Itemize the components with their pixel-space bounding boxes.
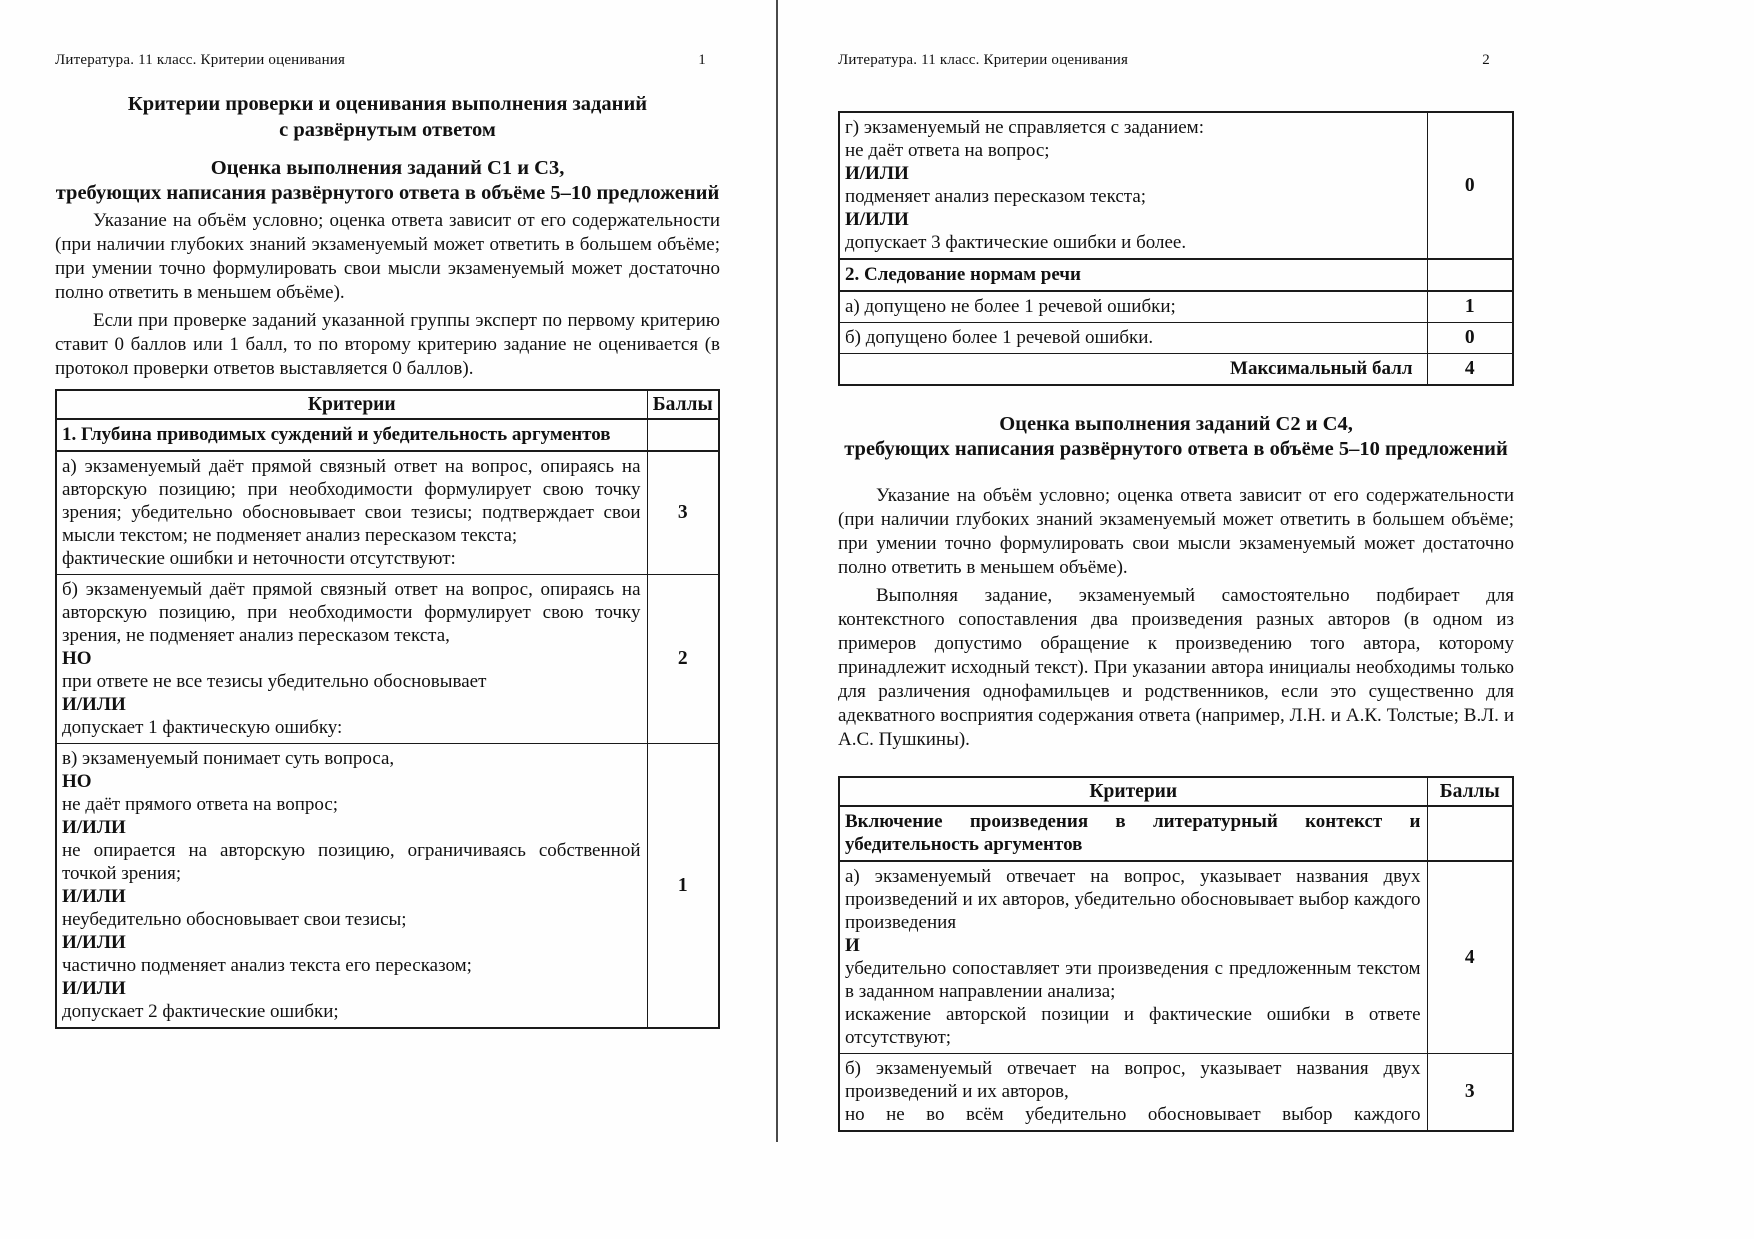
- table-row: [839, 291, 1513, 323]
- criterion-line: в) экзаменуемый понимает суть вопроса,: [62, 748, 395, 769]
- criterion-line: И/ИЛИ: [62, 978, 126, 999]
- score-cell: [1427, 806, 1513, 861]
- score-cell: 2: [647, 575, 719, 744]
- criterion-line: И/ИЛИ: [62, 886, 126, 907]
- paragraph-volume-note: Указание на объём условно; оценка ответа зависит от его содержательности (при наличии глубоких знаний экзаменуемый может ответить в большем объёме; при умении точно формулировать свои мысли экзаменуемый может достаточно полно ответить в меньшем объёме).: [838, 485, 1514, 578]
- criteria-table-2: [838, 776, 1514, 1132]
- criteria-cell: [839, 806, 1427, 861]
- criterion-line: И: [845, 935, 860, 956]
- column-header-criteria: Критерии: [839, 777, 1427, 806]
- main-title-line: Критерии проверки и оценивания выполнения заданий: [127, 93, 648, 115]
- column-header-points: Баллы: [1427, 777, 1513, 806]
- criterion-line: допускает 1 фактическую ошибку:: [62, 717, 343, 738]
- criterion-line: б) экзаменуемый отвечает на вопрос, указывает названия двух произведений и их авторов,: [845, 1058, 1421, 1102]
- score-cell: [647, 419, 719, 451]
- criteria-cell: [839, 861, 1427, 1054]
- criteria-cell: [839, 323, 1427, 354]
- table-header-row: [56, 390, 719, 419]
- column-header-points: Баллы: [647, 390, 719, 419]
- criteria-cell: [56, 451, 647, 575]
- criterion-line: но не во всём убедительно обосновывает выбор каждого: [845, 1104, 1421, 1125]
- table-row: [56, 419, 719, 451]
- criterion-line: Включение произведения в литературный контекст и убедительность аргументов: [845, 811, 1421, 855]
- criterion-line: подменяет анализ пересказом текста;: [845, 186, 1147, 207]
- criteria-cell: [839, 112, 1427, 259]
- criterion-line: неубедительно обосновывает свои тезисы;: [62, 909, 407, 930]
- criterion-line: допускает 2 фактические ошибки;: [62, 1001, 339, 1022]
- criteria-cell: [839, 354, 1427, 386]
- criterion-line: не даёт прямого ответа на вопрос;: [62, 794, 339, 815]
- section-title-line: требующих написания развёрнутого ответа в объёме 5–10 предложений: [55, 182, 720, 204]
- criterion-line: И/ИЛИ: [62, 932, 126, 953]
- criterion-line: г) экзаменуемый не справляется с заданием:: [845, 117, 1204, 138]
- criterion-line: при ответе не все тезисы убедительно обосновывает: [62, 671, 487, 692]
- criterion-line: не даёт ответа на вопрос;: [845, 140, 1050, 161]
- table-row: [56, 451, 719, 575]
- score-cell: 3: [1427, 1054, 1513, 1132]
- criteria-cell: [56, 575, 647, 744]
- score-cell: 3: [647, 451, 719, 575]
- paragraph-context-note: Выполняя задание, экзаменуемый самостоятельно подбирает для контекстного сопоставления два произведения разных авторов (в одном из примеров допустимо обращение к произведению того автора, которому принадлежит исходный текст). При указании автора инициалы необходимы только для различения однофамильцев и родственников, если это существенно для адекватного восприятия содержания ответа (например, Л.Н. и А.К. Толстые; В.Л. и А.С. Пушкины).: [838, 585, 1514, 750]
- page-header: [838, 52, 1514, 69]
- section-title-c1-c3: [55, 156, 720, 206]
- criteria-table: [55, 389, 720, 1029]
- page-number: 2: [1482, 52, 1490, 68]
- table-row: [56, 744, 719, 1029]
- score-cell: 1: [647, 744, 719, 1029]
- page-number: 1: [698, 52, 706, 68]
- criteria-cell: [56, 744, 647, 1029]
- header-title: Литература. 11 класс. Критерии оценивания: [55, 52, 346, 68]
- criterion-line: частично подменяет анализ текста его пересказом;: [62, 955, 472, 976]
- criterion-line: допускает 3 фактические ошибки и более.: [845, 232, 1187, 253]
- criterion-line: а) экзаменуемый отвечает на вопрос, указывает названия двух произведений и их авторов, убедительно обосновывает выбор каждого произведения: [845, 866, 1421, 933]
- page-divider: [776, 0, 778, 1142]
- table-row: [839, 1054, 1513, 1132]
- column-header-criteria: Критерии: [56, 390, 647, 419]
- criteria-table-continued: [838, 111, 1514, 386]
- criterion-line: НО: [62, 771, 92, 792]
- score-cell: 4: [1427, 354, 1513, 386]
- paragraph-expert-note: Если при проверке заданий указанной группы эксперт по первому критерию ставит 0 баллов или 1 балл, то по второму критерию задание не оценивается (в протокол проверки ответов выставляется 0 баллов).: [55, 310, 720, 379]
- criteria-cell: [839, 291, 1427, 323]
- score-cell: 0: [1427, 112, 1513, 259]
- page-1: [55, 0, 720, 1029]
- criterion-line: 1. Глубина приводимых суждений и убедительность аргументов: [62, 424, 611, 445]
- criterion-line: а) допущено не более 1 речевой ошибки;: [845, 296, 1176, 317]
- table-row: [839, 861, 1513, 1054]
- score-cell: 4: [1427, 861, 1513, 1054]
- main-title: [55, 91, 720, 143]
- table-row: [839, 806, 1513, 861]
- criterion-line: фактические ошибки и неточности отсутствуют:: [62, 548, 456, 569]
- criterion-line: б) экзаменуемый даёт прямой связный ответ на вопрос, опираясь на авторскую позицию, при необходимости формулирует свою точку зрения, не подменяет анализ пересказом текста,: [62, 579, 641, 646]
- section-title-c2-c4: [838, 412, 1514, 462]
- paragraph-volume-note: Указание на объём условно; оценка ответа зависит от его содержательности (при наличии глубоких знаний экзаменуемый может ответить в большем объёме; при умении точно формулировать свои мысли экзаменуемый может достаточно полно ответить в меньшем объёме).: [55, 210, 720, 303]
- page-2: [838, 0, 1514, 1132]
- criterion-line: убедительно сопоставляет эти произведения с предложенным текстом в заданном направлении анализа;: [845, 958, 1421, 1002]
- section-title-line: Оценка выполнения заданий С1 и С3,: [210, 157, 565, 179]
- criteria-cell: [839, 1054, 1427, 1132]
- criterion-line: а) экзаменуемый даёт прямой связный ответ на вопрос, опираясь на авторскую позицию; при необходимости формулирует свою точку зрения; убедительно обосновывает свои тезисы; подтверждает свои мысли текстом; не подменяет анализ пересказом текста;: [62, 456, 641, 546]
- criterion-line: не опирается на авторскую позицию, ограничиваясь собственной точкой зрения;: [62, 840, 641, 884]
- score-cell: 0: [1427, 323, 1513, 354]
- table-row: [839, 112, 1513, 259]
- table-row: [56, 575, 719, 744]
- score-cell: [1427, 259, 1513, 291]
- page-header: [55, 52, 720, 69]
- table-row: [839, 259, 1513, 291]
- table-row: [839, 323, 1513, 354]
- score-cell: 1: [1427, 291, 1513, 323]
- criterion-line: б) допущено более 1 речевой ошибки.: [845, 327, 1154, 348]
- criterion-line: И/ИЛИ: [62, 817, 126, 838]
- criterion-line: И/ИЛИ: [845, 209, 909, 230]
- header-title: Литература. 11 класс. Критерии оценивания: [838, 52, 1129, 68]
- criteria-cell: [839, 259, 1427, 291]
- section-title-line: Оценка выполнения заданий С2 и С4,: [999, 413, 1353, 435]
- table-row: [839, 354, 1513, 386]
- criterion-line: Максимальный балл: [1230, 358, 1413, 379]
- criterion-line: 2. Следование нормам речи: [845, 264, 1081, 285]
- criterion-line: искажение авторской позиции и фактические ошибки в ответе отсутствуют;: [845, 1004, 1421, 1048]
- criterion-line: И/ИЛИ: [845, 163, 909, 184]
- criterion-line: НО: [62, 648, 92, 669]
- criterion-line: И/ИЛИ: [62, 694, 126, 715]
- section-title-line: требующих написания развёрнутого ответа в объёме 5–10 предложений: [844, 438, 1508, 460]
- main-title-line: с развёрнутым ответом: [279, 119, 496, 141]
- criteria-cell: [56, 419, 647, 451]
- table-header-row: [839, 777, 1513, 806]
